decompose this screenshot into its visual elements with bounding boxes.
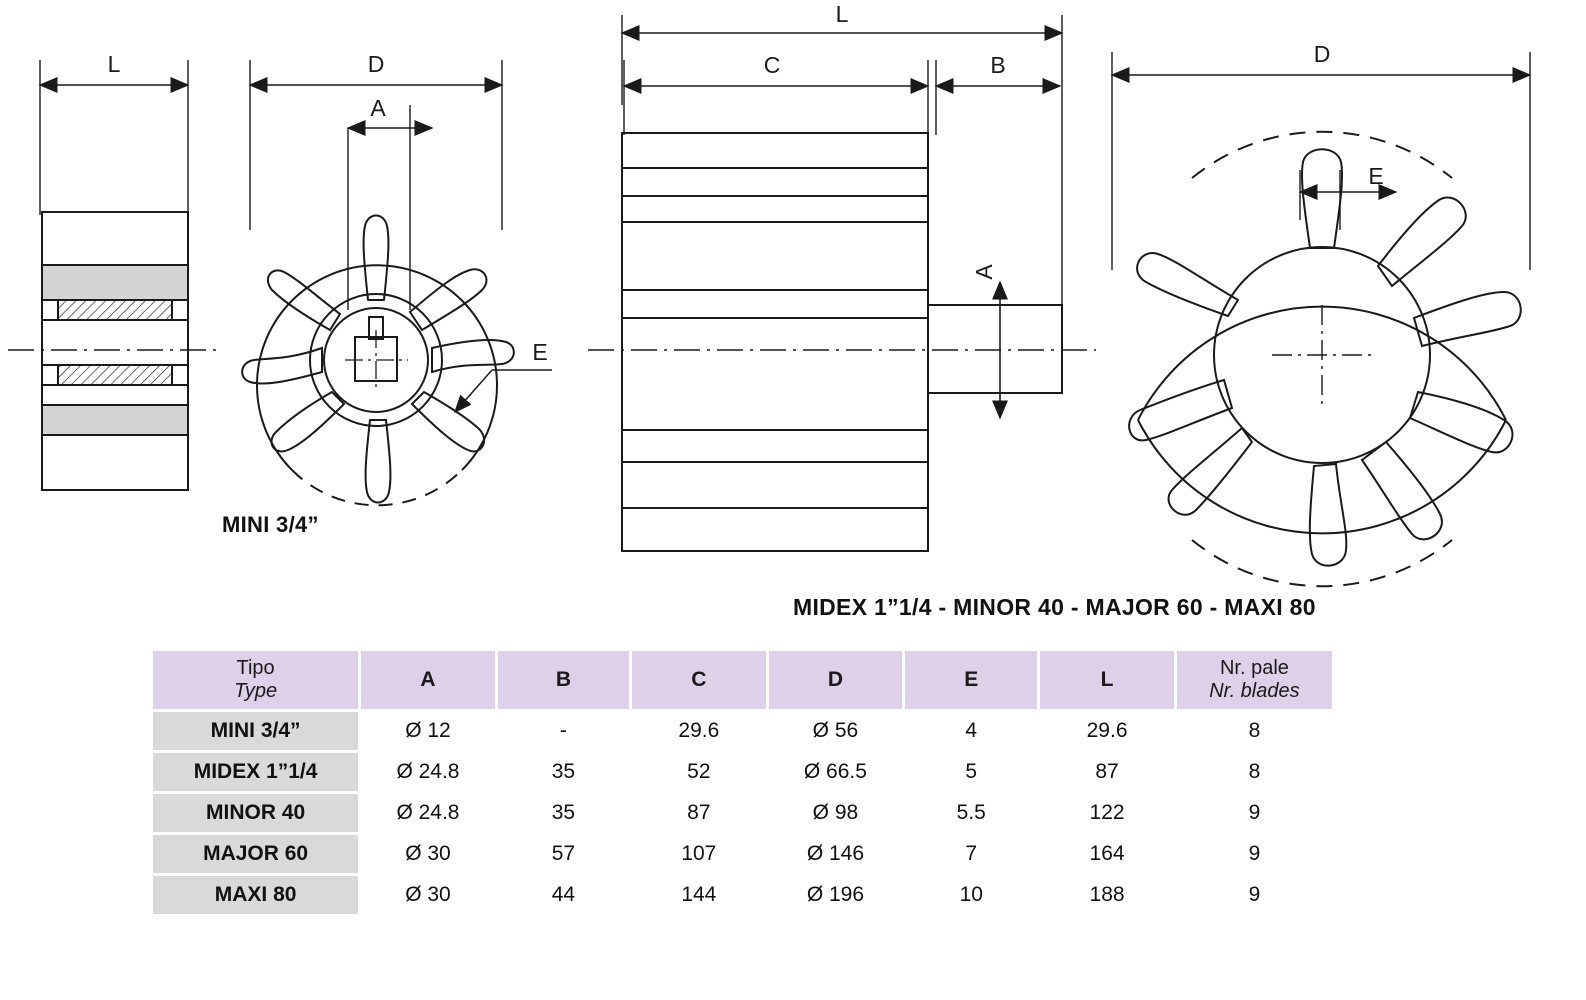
midex-side-view (588, 1, 1096, 551)
cell-d: Ø 196 (767, 875, 904, 916)
midex-front-view (1112, 41, 1530, 586)
table-row (152, 834, 1334, 875)
cell-d: Ø 146 (767, 834, 904, 875)
caption-midex: MIDEX 1”1/4 - MINOR 40 - MAJOR 60 - MAXI 80 (793, 594, 1316, 620)
col-header-c: C (631, 650, 768, 711)
cell-c: 87 (631, 793, 768, 834)
mini-side-section-view (8, 51, 220, 490)
col-header-a: A (360, 650, 497, 711)
cell-e: 10 (904, 875, 1039, 916)
cell-l: 164 (1039, 834, 1176, 875)
cell-a: Ø 12 (360, 711, 497, 752)
col-header-e: E (904, 650, 1039, 711)
table-body (152, 711, 1334, 916)
cell-b: 35 (496, 793, 630, 834)
cell-e: 5 (904, 752, 1039, 793)
cell-e: 7 (904, 834, 1039, 875)
svg-text:L: L (107, 51, 121, 77)
cell-blades: 9 (1175, 834, 1333, 875)
mini-front-view (242, 51, 552, 505)
cell-l: 188 (1039, 875, 1176, 916)
cell-e: 5.5 (904, 793, 1039, 834)
table-row (152, 752, 1334, 793)
cell-c: 29.6 (631, 711, 768, 752)
cell-type: MAJOR 60 (152, 834, 360, 875)
col-header-blades-en: Nr. blades (1209, 680, 1300, 702)
cell-e: 4 (904, 711, 1039, 752)
cell-type: MINOR 40 (152, 793, 360, 834)
cell-blades: 8 (1175, 711, 1333, 752)
svg-text:B: B (990, 52, 1006, 78)
cell-a: Ø 24.8 (360, 793, 497, 834)
specification-table (150, 648, 1335, 917)
svg-text:A: A (370, 95, 386, 121)
cell-blades: 9 (1175, 875, 1333, 916)
col-header-type-it: Tipo (236, 657, 275, 679)
svg-text:E: E (532, 339, 548, 365)
cell-b: 57 (496, 834, 630, 875)
cell-blades: 8 (1175, 752, 1333, 793)
cell-d: Ø 66.5 (767, 752, 904, 793)
col-header-blades (1175, 650, 1333, 711)
cell-c: 107 (631, 834, 768, 875)
cell-b: - (496, 711, 630, 752)
cell-type: MAXI 80 (152, 875, 360, 916)
caption-mini: MINI 3/4” (222, 512, 319, 537)
cell-a: Ø 30 (360, 875, 497, 916)
svg-text:D: D (367, 51, 385, 77)
table-row (152, 875, 1334, 916)
col-header-type (152, 650, 360, 711)
table-header-row (152, 650, 1334, 711)
svg-text:A: A (971, 264, 997, 280)
col-header-blades-it: Nr. pale (1219, 657, 1289, 679)
cell-l: 122 (1039, 793, 1176, 834)
cell-d: Ø 56 (767, 711, 904, 752)
cell-c: 52 (631, 752, 768, 793)
col-header-type-en: Type (234, 680, 278, 702)
cell-type: MIDEX 1”1/4 (152, 752, 360, 793)
cell-b: 35 (496, 752, 630, 793)
cell-c: 144 (631, 875, 768, 916)
svg-text:E: E (1368, 163, 1384, 189)
svg-text:L: L (835, 1, 849, 27)
cell-l: 29.6 (1039, 711, 1176, 752)
col-header-b: B (496, 650, 630, 711)
cell-blades: 9 (1175, 793, 1333, 834)
col-header-l: L (1039, 650, 1176, 711)
cell-type: MINI 3/4” (152, 711, 360, 752)
svg-text:C: C (763, 52, 781, 78)
table-row (152, 793, 1334, 834)
col-header-d: D (767, 650, 904, 711)
cell-a: Ø 24.8 (360, 752, 497, 793)
cell-l: 87 (1039, 752, 1176, 793)
table-row (152, 711, 1334, 752)
cell-a: Ø 30 (360, 834, 497, 875)
cell-b: 44 (496, 875, 630, 916)
cell-d: Ø 98 (767, 793, 904, 834)
svg-text:D: D (1313, 41, 1331, 67)
